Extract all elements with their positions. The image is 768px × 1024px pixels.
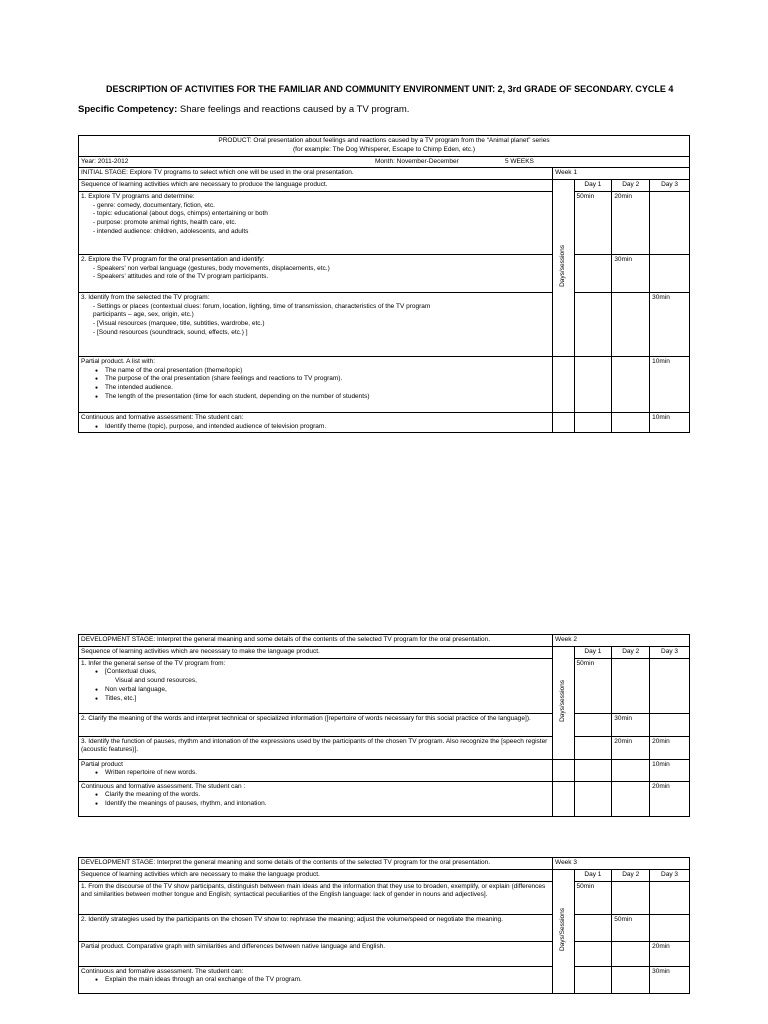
session-time: 10min [650,412,690,433]
weeks: 5 WEEKS [505,157,534,165]
list-item: ● The purpose of the oral presentation (share feelings and reactions to TV program). [81,375,550,384]
session-time: 50min [574,191,612,254]
session-time: 30min [650,292,690,356]
session-time: 20min [650,941,690,966]
activity-cell: 2. Clarify the meaning of the words and interpret technical or specialized information ([repertoire of words necessary for this social practice of the language]). [79,713,553,736]
days-sessions-label: Days/sessions [553,646,574,759]
partial-product: Partial product. Comparative graph with similarities and differences between native language and English. [79,941,553,966]
list-item: ● Identify the meanings of pauses, rhythm, and intonation. [81,800,550,809]
activity-cell: 2. Explore the TV program for the oral presentation and identify: - Speakers’ non verbal language (gestures, body movements, displacements, etc.) - Speakers’ attitudes and role of the TV program participants. [79,254,553,292]
activity-cell: 1. Explore TV programs and determine: - genre: comedy, documentary, fiction, etc. - topic: educational (about dogs, chimps) entertaining or both - purpose: promote animal rights, health care, etc. - intended audience: children, adolescents, and adults [79,191,553,254]
year-month-row [79,156,690,168]
session-time: 20min [612,191,650,254]
session-time: 30min [650,966,690,993]
assessment: Continuous and formative assessment. The student can : ● Clarify the meaning of the words. ● Identify the meanings of pauses, rhythm, and intonation. [79,781,553,816]
list-item: ● Clarify the meaning of the words. [81,791,550,800]
development-stage-week2-table [78,634,690,817]
list-item: ● The intended audience. [81,384,550,393]
session-time [650,191,690,254]
list-item: ● The length of the presentation (time for each student, depending on the number of students) [81,393,550,402]
list-item: ● Titles, etc.] [81,695,550,704]
session-time [574,254,612,292]
activity-cell: 1. From the discourse of the TV show participants, distinguish between main ideas and the information that they use to broaden, exemplify, or explain (differences and similarities between mother tongue and English; syntactical peculiarities of the English language: lack of gender in nouns and adjectives]. [79,881,553,914]
session-time: 30min [612,254,650,292]
stage-title: DEVELOPMENT STAGE: Interpret the general meaning and some details of the contents of the selected TV program for the oral presentation. [79,635,553,647]
activity-cell: 1. Infer the general sense of the TV program from: ● [Contextual clues, Visual and sound resources, ● Non verbal language, ● Titles, etc.] [79,658,553,713]
session-time: 50min [612,914,650,941]
sequence-header: Sequence of learning activities which are necessary to make the language product. [79,869,553,881]
week-label: Week 1 [553,168,690,180]
session-time: 50min [574,658,612,713]
days-sessions-label: Days/sessions [553,180,574,357]
list-item: ● Identify theme (topic), purpose, and intended audience of television program. [81,423,550,432]
session-time: 20min [650,736,690,759]
sequence-header: Sequence of learning activities which are necessary to produce the language product. [79,180,553,192]
day3-header: Day 3 [650,180,690,192]
session-time: 50min [574,881,612,914]
day1-header: Day 1 [574,869,612,881]
stage-title: DEVELOPMENT STAGE: Interpret the general meaning and some details of the contents of the selected TV program for the oral presentation. [79,858,553,870]
session-time [574,292,612,356]
day3-header: Day 3 [650,646,690,658]
competency-text: Share feelings and reactions caused by a TV program. [179,104,410,115]
specific-competency [78,104,409,115]
partial-product: Partial product. A list with: ● The name of the oral presentation (theme/topic) ● The purpose of the oral presentation (share feelings and reactions to TV program). ● The intended audience. ● The length of the presentation (time for each student, depending on the number of students) [79,356,553,412]
sequence-header: Sequence of learning activities which are necessary to make the language product. [79,646,553,658]
activity-cell: 2. Identify strategies used by the participants on the chosen TV show to: rephrase the meaning; adjust the volume/speed or negotiate the meaning. [79,914,553,941]
day2-header: Day 2 [612,646,650,658]
day2-header: Day 2 [612,180,650,192]
year: Year: 2011-2012 [81,157,129,165]
list-item: ● [Contextual clues, [81,668,550,677]
assessment: Continuous and formative assessment: The student can: ● Identify theme (topic), purpose, and intended audience of television program. [79,412,553,433]
day3-header: Day 3 [650,869,690,881]
activity-cell: 3. Identify the function of pauses, rhythm and intonation of the expressions used by the participants of the chosen TV program. Also recognize the [speech register (acoustic features)]. [79,736,553,759]
stage-title: INITIAL STAGE: Explore TV programs to select which one will be used in the oral presentation. [79,168,553,180]
product-description: PRODUCT: Oral presentation about feelings and reactions caused by a TV program from the “Animal planet” series (for example: The Dog Whisperer, Escape to Chimp Eden, etc.) [79,136,690,157]
session-time: 10min [650,356,690,412]
list-item: ● Written repertoire of new words. [81,769,550,778]
day1-header: Day 1 [574,180,612,192]
activity-cell: 3. Identify from the selected the TV program: - Settings or places (contextual clues: forum, location, lighting, time of transmission, characteristics of the TV program participants – age, sex, origin, etc.) - [Visual resources (marquee, title, subtitles, wardrobe, etc.) - [Sound resources (soundtrack, sound, effects, etc.) ] [79,292,553,356]
week-label: Week 2 [553,635,690,647]
month: Month: November-December [375,157,459,165]
session-time [612,292,650,356]
session-time: 20min [612,736,650,759]
competency-label: Specific Competency: [78,104,178,115]
partial-product: Partial product ● Written repertoire of new words. [79,759,553,781]
session-time [650,254,690,292]
assessment: Continuous and formative assessment. The student can: ● Explain the main ideas through an oral exchange of the TV program. [79,966,553,993]
list-item: ● The name of the oral presentation (theme/topic) [81,367,550,376]
session-time: 10min [650,759,690,781]
week-label: Week 3 [553,858,690,870]
development-stage-week3-table [78,857,690,994]
list-item: ● Non verbal language, [81,686,550,695]
list-item: Visual and sound resources, [115,677,197,685]
initial-stage-table [78,135,690,433]
list-item: ● Explain the main ideas through an oral exchange of the TV program. [81,976,550,985]
day2-header: Day 2 [612,869,650,881]
session-time: 30min [612,713,650,736]
days-sessions-label: Days/Sessions [553,869,574,993]
session-time: 20min [650,781,690,816]
day1-header: Day 1 [574,646,612,658]
page-heading: DESCRIPTION OF ACTIVITIES FOR THE FAMILIAR AND COMMUNITY ENVIRONMENT UNIT: 2, 3rd GRADE OF SECONDARY. CYCLE 4 [106,84,674,94]
